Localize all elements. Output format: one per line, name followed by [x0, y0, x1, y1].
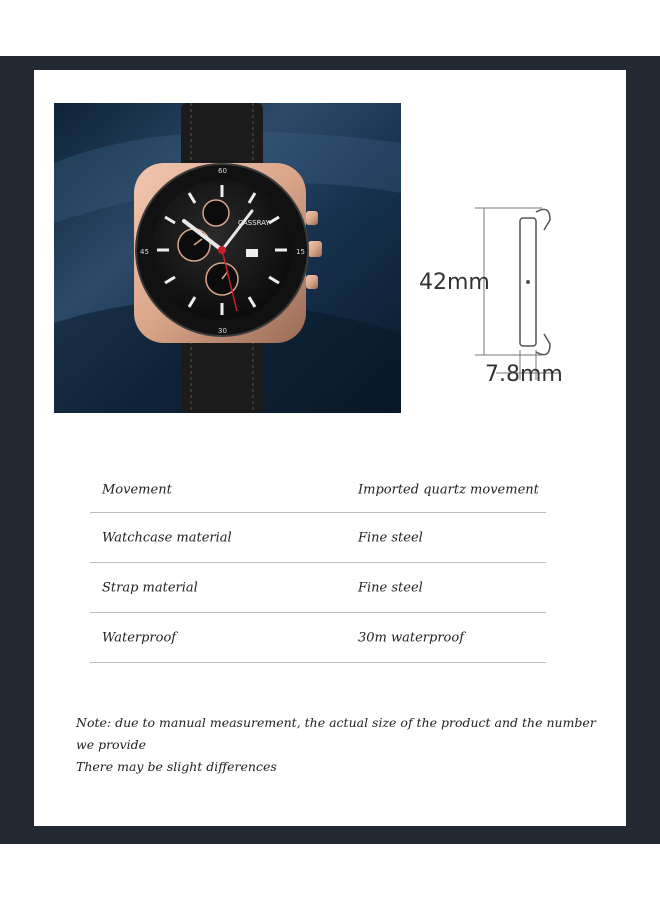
- spec-row-movement: [90, 468, 546, 513]
- spec-label: Movement: [102, 482, 172, 498]
- spec-label: Watchcase material: [102, 530, 232, 545]
- thickness-dimension-label: 7.8mm: [485, 362, 563, 387]
- spec-value: Fine steel: [358, 580, 423, 595]
- content-panel: [34, 70, 626, 826]
- spec-value: 30m waterproof: [358, 630, 465, 645]
- spec-table: [90, 468, 546, 663]
- spec-row-waterproof: [90, 613, 546, 663]
- svg-text:60: 60: [218, 167, 227, 175]
- spec-value: Imported quartz movement: [358, 482, 539, 498]
- spec-label: Waterproof: [102, 630, 177, 645]
- svg-text:45: 45: [140, 248, 149, 256]
- svg-text:30: 30: [218, 327, 227, 335]
- note-line-2: There may be slight differences: [76, 759, 277, 774]
- note-line-1: Note: due to manual measurement, the actual size of the product and the number we provide: [76, 715, 596, 752]
- watch-brand-text: CASSRAY: [238, 219, 270, 227]
- spec-row-watchcase: [90, 513, 546, 563]
- watch-photo: [54, 103, 401, 413]
- measurement-note: [76, 712, 616, 778]
- spec-value: Fine steel: [358, 530, 423, 545]
- dark-frame: [0, 56, 660, 844]
- spec-row-strap: [90, 563, 546, 613]
- spec-label: Strap material: [102, 580, 198, 595]
- height-dimension-label: 42mm: [419, 270, 490, 295]
- svg-text:15: 15: [296, 248, 305, 256]
